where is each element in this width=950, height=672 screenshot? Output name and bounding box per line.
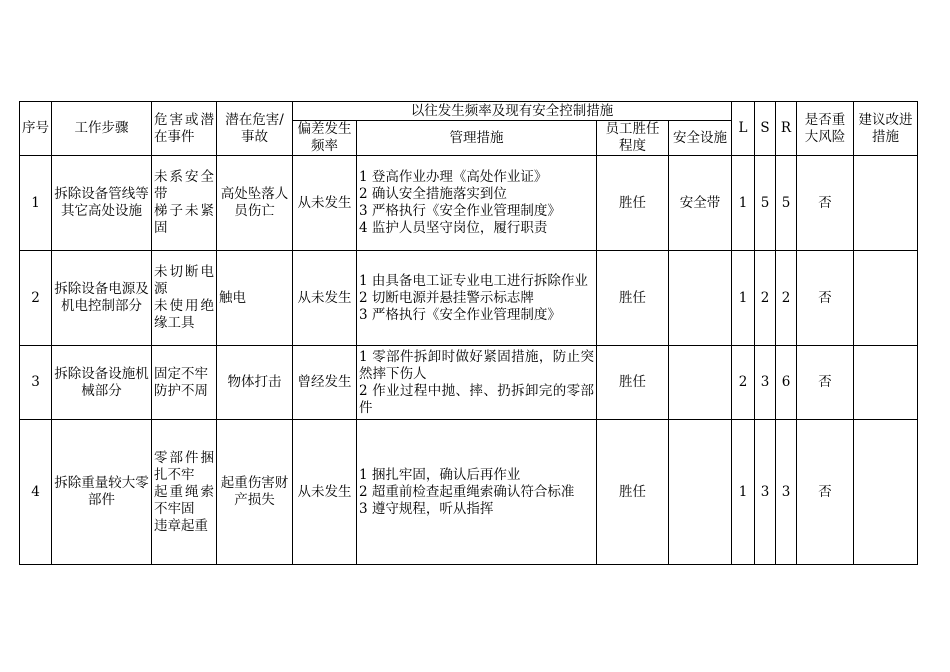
- row-step: 拆除设备电源及机电控制部分: [52, 251, 152, 346]
- measure-item: 3 遵守规程，听从指挥: [359, 500, 494, 517]
- hazard-item: 违章起重: [154, 517, 208, 534]
- row-suggest: [854, 156, 918, 251]
- row-competence: 胜任: [597, 420, 669, 565]
- row-suggest: [854, 346, 918, 420]
- row-potential: 触电: [217, 251, 293, 346]
- table-row: [20, 346, 918, 420]
- row-facility: [669, 420, 732, 565]
- measure-item: 2 切断电源并悬挂警示标志牌: [359, 289, 534, 306]
- hazard-item: 梯子未紧固: [154, 203, 214, 236]
- row-major: 否: [797, 420, 854, 565]
- row-hazards: [152, 251, 217, 346]
- row-deviation: 曾经发生: [293, 346, 357, 420]
- measure-item: 1 登高作业办理《高处作业证》: [359, 169, 548, 185]
- hazard-item: 防护不周: [154, 382, 208, 399]
- row-hazards: [152, 346, 217, 420]
- measure-item: 1 捆扎牢固，确认后再作业: [359, 466, 521, 483]
- row-r: 2: [776, 251, 797, 346]
- row-competence: 胜任: [597, 156, 669, 251]
- measure-item: 1 由具备电工证专业电工进行拆除作业: [359, 272, 588, 289]
- header-suggest: 建议改进措施: [854, 102, 918, 156]
- row-measures: [357, 346, 597, 420]
- measure-item: 4 监护人员坚守岗位，履行职责: [359, 220, 548, 236]
- header-measures: 管理措施: [357, 121, 597, 156]
- row-s: 3: [755, 346, 776, 420]
- measure-item: 3 严格执行《安全作业管理制度》: [359, 203, 561, 219]
- row-competence: 胜任: [597, 251, 669, 346]
- row-hazards: [152, 156, 217, 251]
- row-competence: 胜任: [597, 346, 669, 420]
- hazard-item: 未系安全带: [154, 169, 214, 202]
- row-seq: 3: [20, 346, 52, 420]
- row-l: 1: [732, 251, 755, 346]
- row-s: 5: [755, 156, 776, 251]
- row-major: 否: [797, 346, 854, 420]
- row-facility: 安全带: [669, 156, 732, 251]
- hazard-item: 未使用绝缘工具: [154, 298, 214, 331]
- measure-item: 1 零部件拆卸时做好紧固措施，防止突然摔下伤人: [359, 348, 594, 382]
- row-r: 3: [776, 420, 797, 565]
- row-l: 1: [732, 420, 755, 565]
- hazard-item: 零部件捆扎不牢: [154, 449, 214, 483]
- row-major: 否: [797, 251, 854, 346]
- row-l: 1: [732, 156, 755, 251]
- header-major: 是否重大风险: [797, 102, 854, 156]
- row-measures: [357, 420, 597, 565]
- row-facility: [669, 251, 732, 346]
- row-hazards: [152, 420, 217, 565]
- table-row: [20, 251, 918, 346]
- header-seq: 序号: [20, 102, 52, 156]
- header-deviation: 偏差发生频率: [293, 121, 357, 156]
- header-facility: 安全设施: [669, 121, 732, 156]
- row-r: 5: [776, 156, 797, 251]
- row-step: 拆除设备设施机械部分: [52, 346, 152, 420]
- row-potential: 物体打击: [217, 346, 293, 420]
- row-potential: 起重伤害财产损失: [217, 420, 293, 565]
- measure-item: 2 作业过程中抛、摔、扔拆卸完的零部件: [359, 382, 594, 416]
- row-l: 2: [732, 346, 755, 420]
- hazard-item: 起重绳索不牢固: [154, 483, 214, 517]
- header-competence: 员工胜任程度: [597, 121, 669, 156]
- row-measures: [357, 251, 597, 346]
- row-major: 否: [797, 156, 854, 251]
- row-facility: [669, 346, 732, 420]
- row-deviation: 从未发生: [293, 251, 357, 346]
- table-row: [20, 420, 918, 565]
- row-potential: 高处坠落人员伤亡: [217, 156, 293, 251]
- row-s: 2: [755, 251, 776, 346]
- row-s: 3: [755, 420, 776, 565]
- row-deviation: 从未发生: [293, 420, 357, 565]
- table-row: [20, 156, 918, 251]
- measure-item: 2 确认安全措施落实到位: [359, 186, 507, 202]
- row-r: 6: [776, 346, 797, 420]
- header-hazard-event: 危害或潜在事件: [152, 102, 217, 156]
- risk-assessment-table: [19, 101, 918, 565]
- row-step: 拆除设备管线等其它高处设施: [52, 156, 152, 251]
- header-step: 工作步骤: [52, 102, 152, 156]
- row-suggest: [854, 251, 918, 346]
- header-group: 以往发生频率及现有安全控制措施: [293, 102, 732, 121]
- row-measures: [357, 156, 597, 251]
- header-s: S: [755, 102, 776, 156]
- header-l: L: [732, 102, 755, 156]
- row-seq: 4: [20, 420, 52, 565]
- row-step: 拆除重量较大零部件: [52, 420, 152, 565]
- hazard-item: 未切断电源: [154, 264, 214, 297]
- header-r: R: [776, 102, 797, 156]
- row-suggest: [854, 420, 918, 565]
- measure-item: 2 超重前检查起重绳索确认符合标准: [359, 483, 575, 500]
- row-seq: 2: [20, 251, 52, 346]
- header-potential: 潜在危害/事故: [217, 102, 293, 156]
- measure-item: 3 严格执行《安全作业管理制度》: [359, 306, 561, 323]
- hazard-item: 固定不牢: [154, 365, 208, 382]
- row-deviation: 从未发生: [293, 156, 357, 251]
- row-seq: 1: [20, 156, 52, 251]
